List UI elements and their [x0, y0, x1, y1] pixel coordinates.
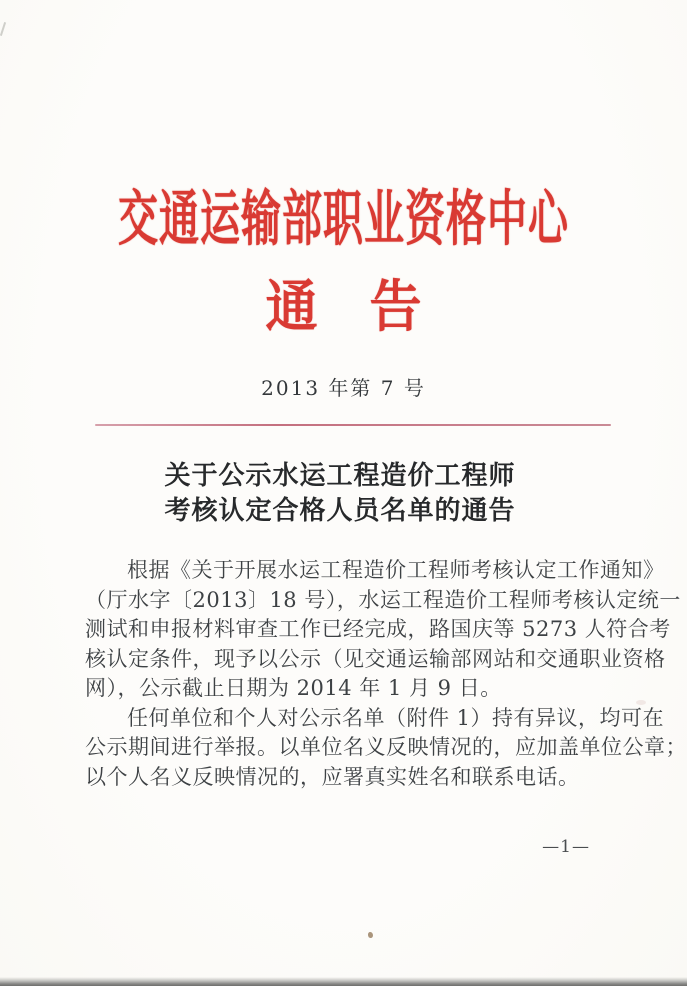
scan-smudge-artifact — [636, 700, 646, 705]
paragraph-1-line-4: 核认定条件，现予以公示（见交通运输部网站和交通职业资格 — [85, 646, 666, 671]
paragraph-2-line-1: 任何单位和个人对公示名单（附件 1）持有异议，均可在 — [127, 705, 665, 730]
scan-speck-artifact — [368, 932, 373, 938]
notice-type-heading: 通 告 — [265, 273, 422, 340]
red-separator-line — [95, 424, 611, 426]
page-number: —1— — [542, 837, 590, 857]
notice-body — [85, 556, 687, 792]
notice-title — [85, 459, 595, 529]
paragraph-1-line-2: （厅水字〔2013〕18 号），水运工程造价工程师考核认定统一 — [85, 587, 681, 612]
doc-number: 2013 年第 7 号 — [261, 376, 426, 400]
paragraph-2-line-2: 公示期间进行举报。以单位名义反映情况的，应加盖单位公章； — [85, 735, 687, 759]
scan-bottom-edge — [0, 977, 687, 986]
paragraph-1-line-3: 测试和申报材料审查工作已经完成，路国庆等 5273 人符合考 — [85, 617, 671, 641]
notice-title-line-2: 考核认定合格人员名单的通告 — [164, 496, 516, 526]
paragraph-1-line-5: 网），公示截止日期为 2014 年 1 月 9 日。 — [85, 676, 502, 700]
issuer-masthead: 交通运输部职业资格中心 — [118, 184, 569, 255]
scan-scratch-artifact — [0, 22, 6, 36]
paragraph-1-line-1: 根据《关于开展水运工程造价工程师考核认定工作通知》 — [127, 558, 665, 582]
paragraph-2-line-3: 以个人名义反映情况的，应署真实姓名和联系电话。 — [85, 764, 580, 789]
notice-title-line-1: 关于公示水运工程造价工程师 — [164, 461, 516, 491]
